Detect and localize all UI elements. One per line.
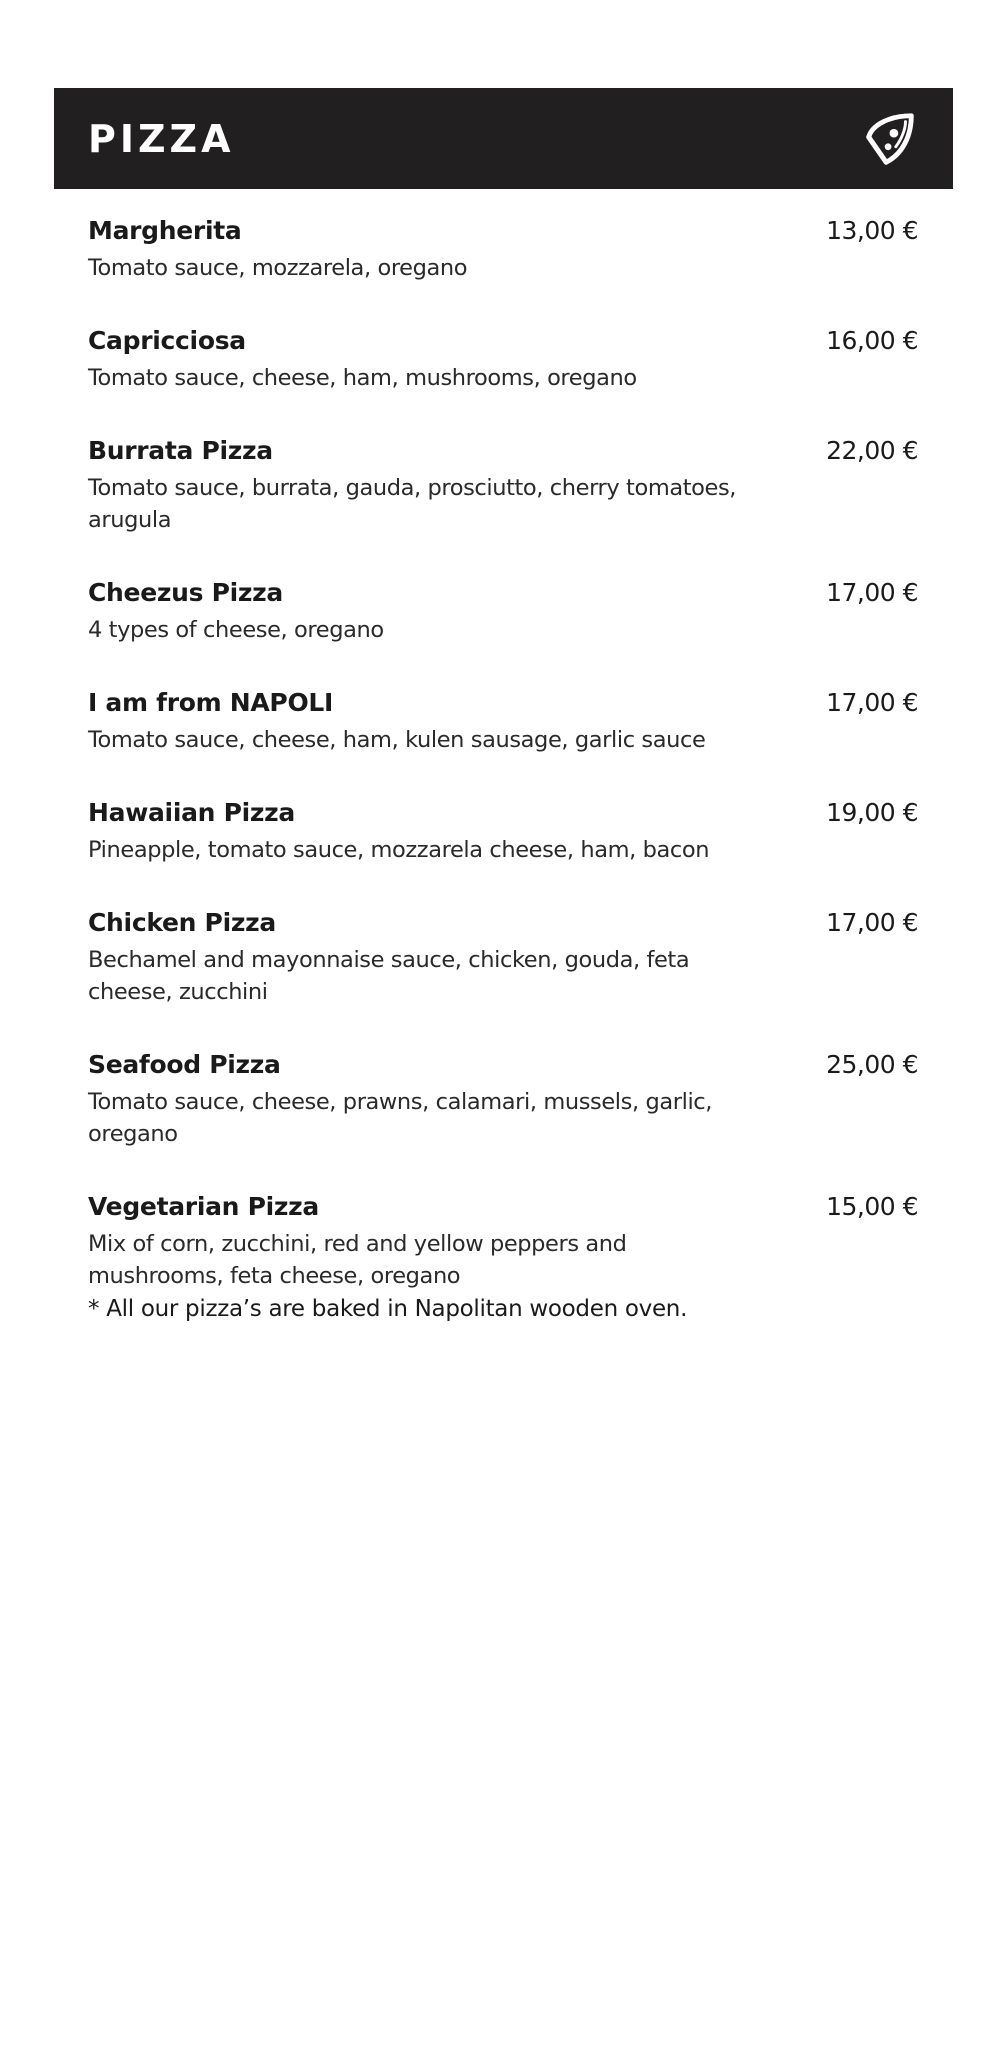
menu-item-name: Vegetarian Pizza	[88, 1192, 319, 1221]
menu-item-description: Tomato sauce, cheese, prawns, calamari, mussels, garlic, oregano	[88, 1089, 713, 1147]
footnote: * All our pizza’s are baked in Napolitan wooden oven.	[88, 1296, 688, 1322]
menu-item-chicken-pizza	[88, 904, 918, 1008]
menu-item-description: Tomato sauce, cheese, ham, kulen sausage, garlic sauce	[88, 727, 706, 753]
menu-item-capricciosa	[88, 322, 918, 394]
menu-item-description: Bechamel and mayonnaise sauce, chicken, gouda, feta cheese, zucchini	[88, 947, 690, 1005]
menu-section-header	[54, 88, 953, 189]
menu-item-price: 19,00 €	[826, 798, 918, 827]
menu-item-name: Capricciosa	[88, 326, 246, 355]
menu-item-price: 15,00 €	[826, 1192, 918, 1221]
section-title: PIZZA	[88, 116, 235, 161]
menu-item-description: Tomato sauce, mozzarela, oregano	[88, 255, 468, 281]
menu-item-description: 4 types of cheese, oregano	[88, 617, 384, 643]
menu-item-vegetarian-pizza	[88, 1188, 918, 1292]
menu-item-name: Seafood Pizza	[88, 1050, 281, 1079]
menu-item-name: Cheezus Pizza	[88, 578, 283, 607]
menu-item-name: Burrata Pizza	[88, 436, 273, 465]
pizza-slice-icon	[859, 108, 921, 170]
menu-item-price: 17,00 €	[826, 908, 918, 937]
menu-item-burrata-pizza	[88, 432, 918, 536]
menu-item-description: Tomato sauce, burrata, gauda, prosciutto, cherry tomatoes, arugula	[88, 475, 737, 533]
menu-item-name: Margherita	[88, 216, 242, 245]
menu-item-price: 22,00 €	[826, 436, 918, 465]
menu-item-name: Chicken Pizza	[88, 908, 276, 937]
menu-item-price: 16,00 €	[826, 326, 918, 355]
menu-item-price: 25,00 €	[826, 1050, 918, 1079]
menu-item-hawaiian-pizza	[88, 794, 918, 866]
menu-item-name: I am from NAPOLI	[88, 688, 334, 717]
menu-item-description: Tomato sauce, cheese, ham, mushrooms, oregano	[88, 365, 637, 391]
menu-item-margherita	[88, 212, 918, 284]
menu-item-name: Hawaiian Pizza	[88, 798, 295, 827]
menu-item-price: 17,00 €	[826, 688, 918, 717]
menu-item-description: Mix of corn, zucchini, red and yellow peppers and mushrooms, feta cheese, oregano	[88, 1231, 627, 1289]
menu-item-seafood-pizza	[88, 1046, 918, 1150]
menu-item-price: 13,00 €	[826, 216, 918, 245]
menu-item-price: 17,00 €	[826, 578, 918, 607]
menu-item-cheezus-pizza	[88, 574, 918, 646]
menu-item-i-am-from-napoli	[88, 684, 918, 756]
menu-item-description: Pineapple, tomato sauce, mozzarela cheese, ham, bacon	[88, 837, 710, 863]
pizza-menu-list	[88, 212, 918, 1330]
